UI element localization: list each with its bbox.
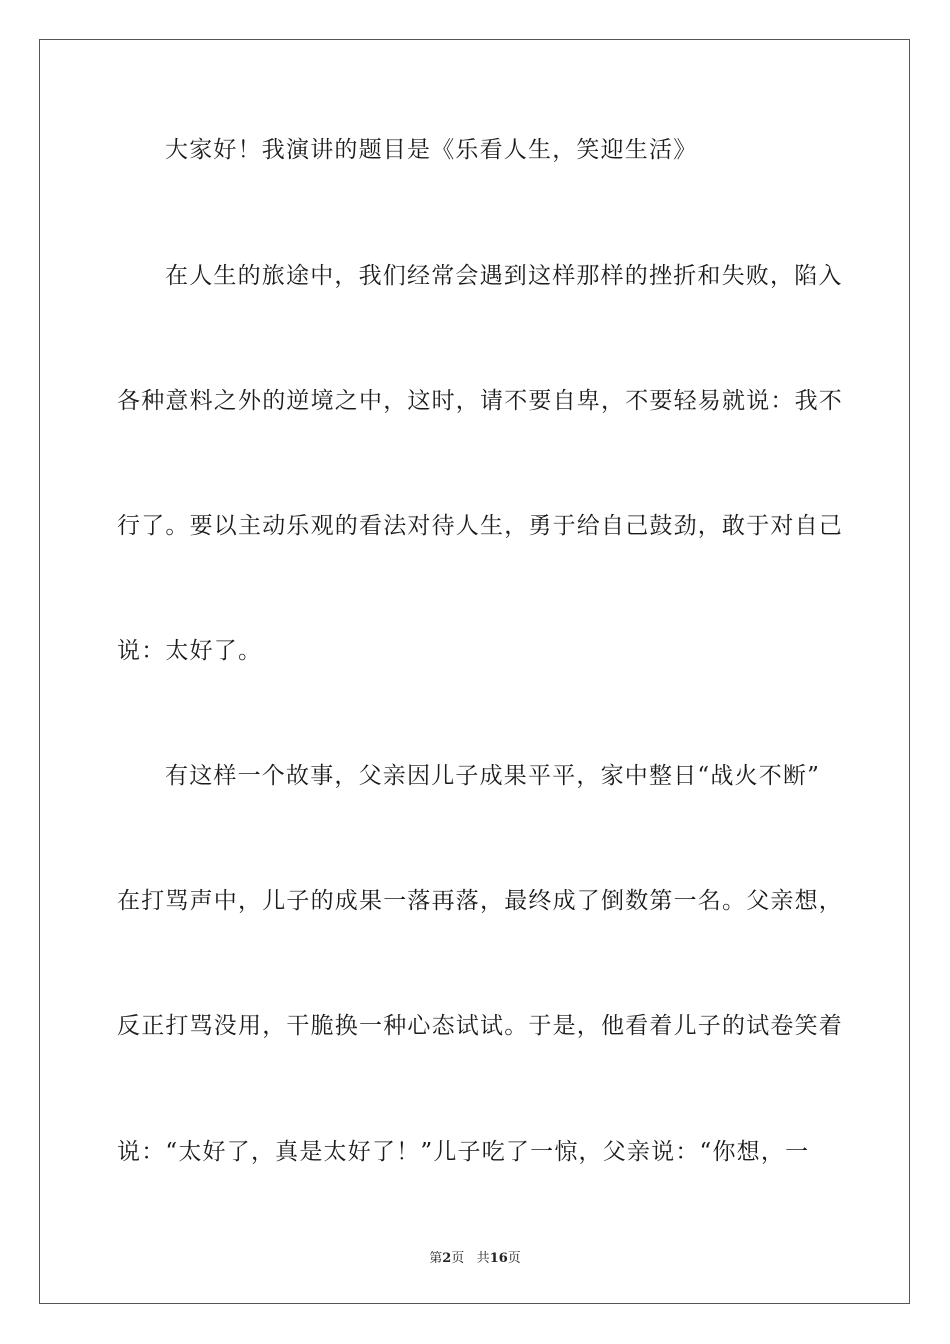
footer-total-suffix: 页 (507, 1251, 521, 1266)
text-line-3: 各种意料之外的逆境之中，这时，请不要自卑，不要轻易就说：我不 (117, 388, 843, 414)
text-line-5: 说：太好了。 (117, 638, 263, 664)
page-border (39, 39, 910, 1304)
page-footer (0, 1247, 950, 1266)
text-line-7: 在打骂声中，儿子的成果一落再落，最终成了倒数第一名。父亲想， (117, 888, 843, 914)
footer-page-number: 2 (442, 1251, 452, 1266)
text-line-2: 在人生的旅途中，我们经常会遇到这样那样的挫折和失败，陷入 (165, 263, 843, 289)
footer-total-prefix: 共 (476, 1251, 490, 1266)
footer-page-suffix: 页 (451, 1251, 465, 1266)
text-line-8: 反正打骂没用，干脆换一种心态试试。于是，他看着儿子的试卷笑着 (117, 1013, 843, 1039)
text-line-9: 说：“太好了，真是太好了！”儿子吃了一惊，父亲说：“你想，一 (117, 1139, 810, 1165)
footer-page-prefix: 第 (429, 1251, 443, 1266)
footer-total-pages: 16 (489, 1251, 508, 1266)
text-line-4: 行了。要以主动乐观的看法对待人生，勇于给自己鼓劲，敢于对自己 (117, 513, 843, 539)
text-line-1: 大家好！我演讲的题目是《乐看人生，笑迎生活》 (165, 137, 698, 163)
text-line-6: 有这样一个故事，父亲因儿子成果平平，家中整日“战火不断” (165, 763, 821, 789)
